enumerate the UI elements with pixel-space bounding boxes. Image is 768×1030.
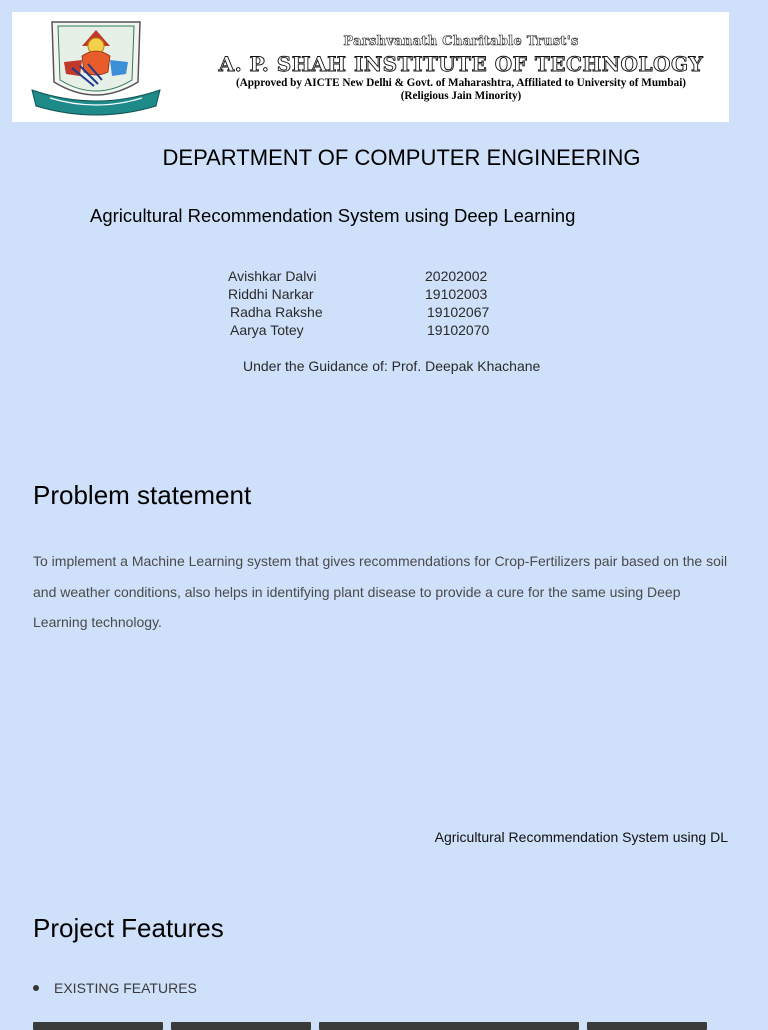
problem-statement-heading: Problem statement	[33, 480, 252, 510]
institute-header-banner	[12, 12, 729, 122]
feature-bullet-item	[33, 980, 197, 996]
project-title: Agricultural Recommendation System using Deep Learning	[90, 205, 576, 226]
guidance-line: Under the Guidance of: Prof. Deepak Khachane	[243, 358, 541, 374]
trust-name-line: Parshvanath Charitable Trust's	[343, 34, 579, 49]
team-member-name: Radha Rakshe	[230, 304, 323, 320]
team-member-id: 19102003	[425, 286, 488, 302]
bullet-icon	[33, 985, 39, 991]
department-title: DEPARTMENT OF COMPUTER ENGINEERING	[162, 145, 641, 170]
problem-statement-text: To implement a Machine Learning system that gives recommendations for Crop-Fertilizers pair based on the soil and weather conditions, also helps in identifying plant disease to provide a cure for the same using Deep Learning technology.	[33, 553, 728, 630]
minority-line: (Religious Jain Minority)	[400, 90, 522, 102]
team-member-name: Riddhi Narkar	[228, 286, 314, 302]
team-member-name: Aarya Totey	[230, 322, 304, 338]
cut-off-text-line	[33, 1016, 733, 1030]
team-member-id: 20202002	[425, 268, 488, 284]
project-features-heading: Project Features	[33, 913, 224, 943]
slide-footer-caption: Agricultural Recommendation System using DL	[434, 829, 728, 845]
team-member-id: 19102067	[427, 304, 490, 320]
approval-line: (Approved by AICTE New Delhi & Govt. of Maharashtra, Affiliated to University of Mumbai)	[235, 77, 687, 89]
institute-logo	[22, 16, 170, 118]
feature-bullet-label: EXISTING FEATURES	[54, 980, 197, 996]
team-member-id: 19102070	[427, 322, 490, 338]
team-member-name: Avishkar Dalvi	[228, 268, 317, 284]
institute-name: A. P. SHAH INSTITUTE OF TECHNOLOGY	[218, 52, 704, 76]
